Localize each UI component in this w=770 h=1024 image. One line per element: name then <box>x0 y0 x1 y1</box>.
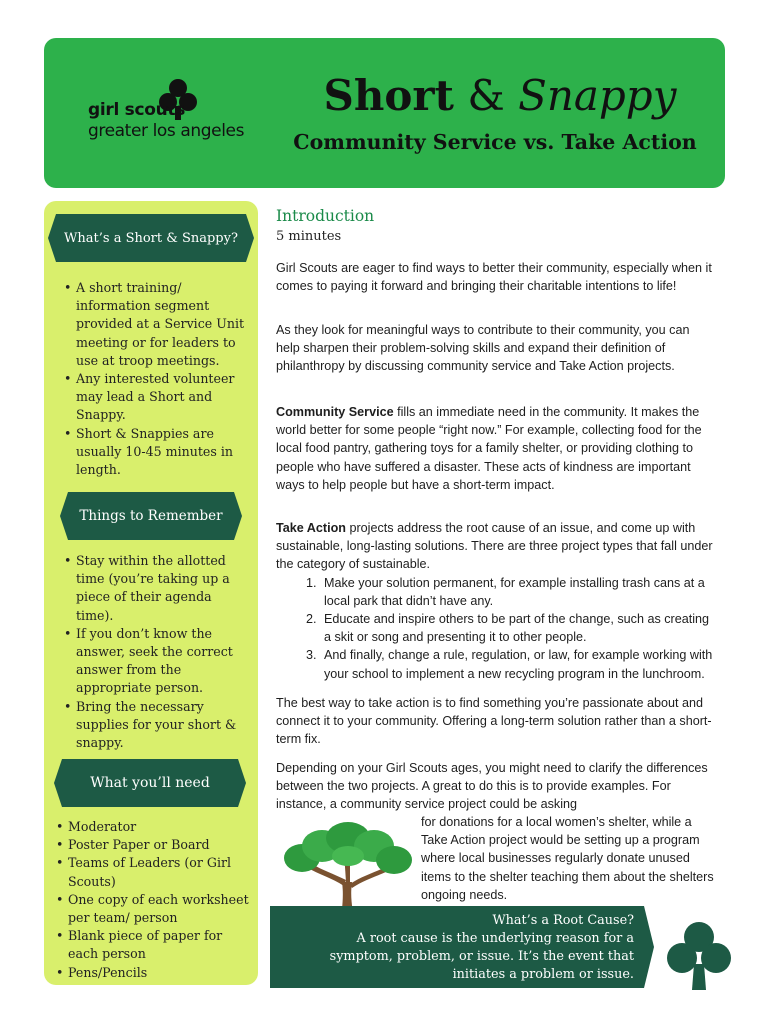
title-snappy: Snappy <box>518 71 677 120</box>
list-item: • A short training/ information segment provided at a Service Unit meeting or for leaders to use at troop meetings. <box>64 279 249 370</box>
logo-text-line2: greater los angeles <box>88 121 245 141</box>
list-item: • Poster Paper or Board <box>56 836 256 854</box>
paragraph-community-service <box>276 403 716 494</box>
sidebar-list-whats-short-snappy <box>64 279 249 479</box>
introduction-heading: Introduction <box>276 207 375 225</box>
paragraph-intro: Girl Scouts are eager to find ways to better their community, especially when it comes to paying it forward and bringing their charitable intentions to life! <box>276 261 712 294</box>
sidebar-heading-what-youll-need: What you’ll need <box>62 759 238 807</box>
page-title <box>300 68 700 124</box>
sidebar-list-what-youll-need <box>56 818 256 982</box>
take-action-list <box>320 574 716 683</box>
list-item: • Bring the necessary supplies for your short & snappy. <box>64 698 249 753</box>
list-item: • One copy of each worksheet per team/ person <box>56 891 256 927</box>
list-item: 2. Educate and inspire others to be part of the change, such as creating a skit or song and presenting it to other people. <box>320 610 716 646</box>
community-service-term: Community Service <box>276 405 394 419</box>
root-cause-title: What’s a Root Cause? <box>492 913 634 928</box>
paragraph-take-action <box>276 519 716 683</box>
community-service-text: fills an immediate need in the community. It makes the world better for some people “right now.” For example, collecting food for the local food pantry, gathering toys for a family shelter, or providing clothing to people who have suffered a disaster. These acts of kindness are important ways to help people but have a short-term impact. <box>276 405 702 492</box>
paragraph-meaningful-ways: As they look for meaningful ways to contribute to their community, you can help sharpen their problem-solving skills and expand their definition of philanthropy by discussing community service and Take Action projects. <box>276 323 690 374</box>
paragraph-best-way: The best way to take action is to find something you’re passionate about and connect it to your community. Offering a long-term solution rather than a short-term fix. <box>276 696 712 747</box>
sidebar-list-things-to-remember <box>64 552 249 752</box>
list-item: 3. And finally, change a rule, regulation, or law, for example working with your school to implement a new recycling program in the lunchroom. <box>320 646 716 682</box>
logo-text-line1: girl scouts <box>88 100 186 120</box>
take-action-term: Take Action <box>276 521 346 535</box>
title-amp: & <box>453 71 519 120</box>
sidebar-heading-things-to-remember: Things to Remember <box>68 492 234 540</box>
list-item: • Any interested volunteer may lead a Short and Snappy. <box>64 370 249 425</box>
list-item: • If you don’t know the answer, seek the correct answer from the appropriate person. <box>64 625 249 698</box>
title-short: Short <box>323 71 454 120</box>
list-item: 1. Make your solution permanent, for example installing trash cans at a local park that didn’t have any. <box>320 574 716 610</box>
root-cause-callout <box>270 906 644 988</box>
girl-scouts-logo <box>66 78 266 148</box>
trefoil-icon <box>664 920 734 990</box>
paragraph-depending-ages: Depending on your Girl Scouts ages, you might need to clarify the differences between the two projects. A great to do this is to provide examples. For instance, a community service project could be asking <box>276 761 708 812</box>
list-item: • Stay within the allotted time (you’re taking up a piece of their agenda time). <box>64 552 249 625</box>
list-item: • Blank piece of paper for each person <box>56 927 256 963</box>
introduction-duration: 5 minutes <box>276 229 342 244</box>
list-item: • Short & Snappies are usually 10-45 minutes in length. <box>64 425 249 480</box>
take-action-text: projects address the root cause of an issue, and come up with sustainable, long-lasting solutions. There are three project types that fall under the category of sustainable. <box>276 521 713 572</box>
root-cause-definition: A root cause is the underlying reason for a symptom, problem, or issue. It’s the event that initiates a problem or issue. <box>329 931 634 982</box>
paragraph-depending-ages-cont: for donations for a local women’s shelter, while a Take Action project would be setting up a program where local businesses regularly donate unused items to the shelter teaching them about the shelters ongoing needs. <box>421 815 714 902</box>
header-banner <box>44 38 725 188</box>
list-item: • Teams of Leaders (or Girl Scouts) <box>56 854 256 890</box>
page-subtitle: Community Service vs. Take Action <box>293 130 697 154</box>
sidebar-heading-whats-short-snappy: What’s a Short & Snappy? <box>56 214 246 262</box>
list-item: • Pens/Pencils <box>56 964 256 982</box>
list-item: • Moderator <box>56 818 256 836</box>
